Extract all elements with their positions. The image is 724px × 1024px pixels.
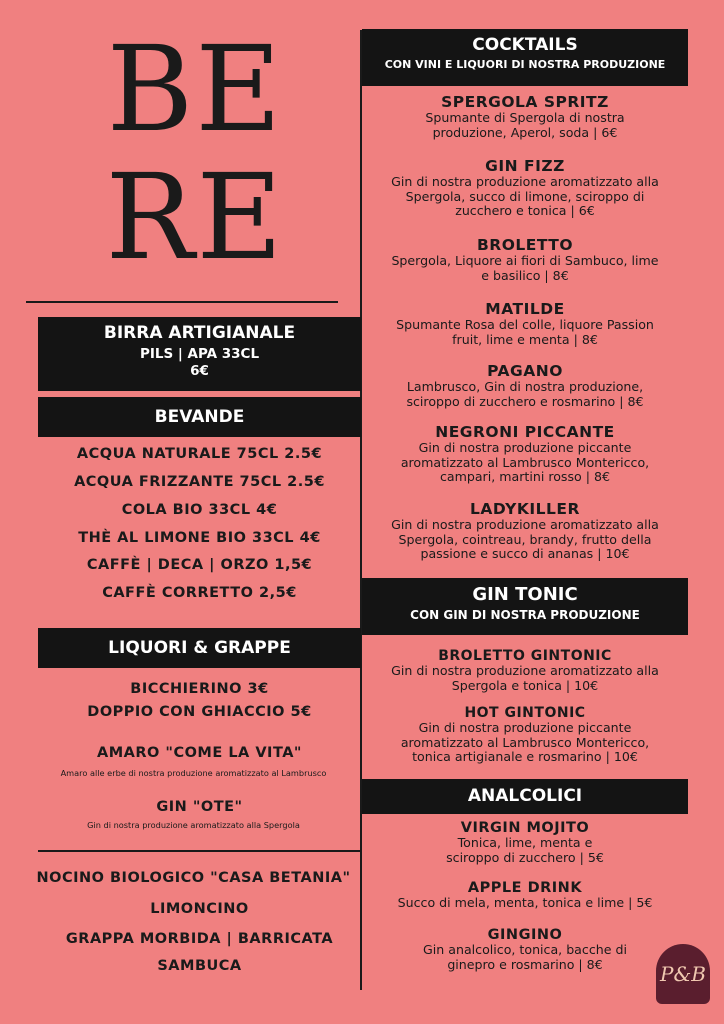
- gin-ote-item: GIN "OTE": [156, 799, 243, 815]
- item-name: LADYKILLER: [470, 500, 580, 518]
- analcolici-heading: ANALCOLICI: [362, 779, 688, 814]
- list-item: [362, 927, 688, 972]
- title-be: BE: [106, 20, 284, 158]
- grappa-item: GRAPPA MORBIDA | BARRICATA: [65, 931, 334, 947]
- birra-heading: BIRRA ARTIGIANALE: [103, 323, 296, 343]
- item-desc-line: Gin di nostra produzione piccante: [418, 720, 632, 735]
- list-item: [362, 820, 688, 865]
- gintonic-sub: CON GIN DI NOSTRA PRODUZIONE: [410, 608, 640, 622]
- list-item: [362, 93, 688, 140]
- list-item: [362, 648, 688, 693]
- birra-sub: PILS | APA 33CL: [139, 346, 260, 362]
- birra-section: [38, 317, 361, 391]
- item-name: BROLETTO: [476, 236, 574, 254]
- item-name: HOT GINTONIC: [464, 705, 586, 721]
- brand-logo: P&B: [656, 944, 710, 1004]
- item-desc-line: Spergola, succo di limone, sciroppo di: [405, 188, 645, 204]
- item-desc-line: Spumante Rosa del colle, liquore Passion: [396, 317, 654, 332]
- cocktails-sub: CON VINI E LIQUORI DI NOSTRA PRODUZIONE: [384, 58, 666, 71]
- item-name: VIRGIN MOJITO: [460, 820, 590, 836]
- amaro-item: AMARO "COME LA VITA": [97, 745, 302, 761]
- list-item: [362, 705, 688, 765]
- gintonic-heading: GIN TONIC: [472, 584, 578, 605]
- item-name: GIN FIZZ: [485, 157, 565, 175]
- item-desc-line: Spumante di Spergola di nostra: [425, 110, 625, 125]
- list-item: COLA BIO 33CL 4€: [121, 502, 278, 518]
- item-desc-line: Gin di nostra produzione aromatizzato alla: [391, 174, 659, 189]
- item-name: GINGINO: [487, 927, 563, 943]
- cocktails-heading: COCKTAILS: [472, 35, 578, 55]
- bicchierino-item: BICCHIERINO 3€: [130, 681, 269, 697]
- item-desc-line: Gin di nostra produzione piccante: [418, 440, 632, 455]
- list-item: ACQUA FRIZZANTE 75CL 2.5€: [74, 474, 325, 490]
- item-desc-line: e basilico | 8€: [481, 267, 569, 283]
- item-desc-line: tonica artigianale e rosmarino | 10€: [412, 749, 638, 764]
- nocino-item: NOCINO BIOLOGICO "CASA BETANIA": [36, 870, 351, 886]
- item-desc-line: zucchero e tonica | 6€: [455, 203, 595, 218]
- item-name: NEGRONI PICCANTE: [435, 423, 615, 441]
- sambuca-item: SAMBUCA: [157, 958, 242, 974]
- limoncino-item: LIMONCINO: [150, 901, 249, 917]
- list-item: ACQUA NATURALE 75CL 2.5€: [76, 446, 323, 462]
- gintonic-heading-bar: [362, 578, 688, 635]
- item-desc-line: Tonica, lime, menta e: [457, 835, 593, 850]
- list-item: [362, 362, 688, 409]
- item-desc-line: passione e succo di ananas | 10€: [420, 546, 630, 561]
- item-name: PAGANO: [487, 362, 563, 380]
- item-desc-line: sciroppo di zucchero | 5€: [446, 849, 604, 865]
- item-desc-line: ginepro e rosmarino | 8€: [447, 956, 603, 972]
- list-item: THÈ AL LIMONE BIO 33CL 4€: [78, 530, 321, 546]
- list-item: [362, 423, 688, 485]
- item-name: MATILDE: [485, 300, 565, 318]
- liquori-heading: LIQUORI & GRAPPE: [38, 628, 361, 668]
- item-name: SPERGOLA SPRITZ: [441, 93, 609, 111]
- item-desc-line: Gin di nostra produzione aromatizzato alla: [391, 517, 659, 532]
- list-item: [362, 236, 688, 283]
- item-desc-line: aromatizzato al Lambrusco Montericco,: [400, 734, 650, 750]
- item-desc-line: Succo di mela, menta, tonica e lime | 5€: [397, 895, 653, 910]
- item-desc-line: Gin analcolico, tonica, bacche di: [423, 942, 627, 957]
- list-item: CAFFÈ CORRETTO 2,5€: [102, 585, 297, 601]
- item-desc-line: Lambrusco, Gin di nostra produzione,: [406, 379, 644, 394]
- item-desc-line: fruit, lime e menta | 8€: [452, 331, 598, 347]
- list-item: [362, 500, 688, 562]
- item-desc-line: Spergola e tonica | 10€: [451, 677, 599, 693]
- item-desc-line: Spergola, Liquore ai fiori di Sambuco, lime: [391, 253, 659, 268]
- item-desc-line: aromatizzato al Lambrusco Montericco,: [400, 454, 650, 470]
- amaro-desc: Amaro alle erbe di nostra produzione aromatizzato al Lambrusco: [60, 768, 327, 778]
- item-desc-line: campari, martini rosso | 8€: [439, 469, 611, 484]
- bevande-heading: BEVANDE: [38, 397, 361, 437]
- title-re: RE: [105, 148, 285, 286]
- list-item: [362, 157, 688, 219]
- item-name: BROLETTO GINTONIC: [438, 648, 612, 664]
- item-desc-line: produzione, Aperol, soda | 6€: [432, 124, 618, 140]
- liquori-divider: [38, 850, 361, 852]
- gin-ote-desc: Gin di nostra produzione aromatizzato alla Spergola: [87, 820, 300, 830]
- doppio-item: DOPPIO CON GHIACCIO 5€: [87, 704, 312, 720]
- item-desc-line: Spergola, cointreau, brandy, frutto della: [398, 531, 652, 547]
- list-item: CAFFÈ | DECA | ORZO 1,5€: [86, 557, 313, 573]
- cocktails-heading-bar: [362, 29, 688, 86]
- title-divider: [26, 301, 338, 303]
- list-item: [362, 300, 688, 347]
- item-desc-line: sciroppo di zucchero e rosmarino | 8€: [406, 393, 644, 409]
- birra-price: 6€: [190, 363, 209, 379]
- item-name: APPLE DRINK: [467, 880, 583, 896]
- list-item: [362, 880, 688, 911]
- item-desc-line: Gin di nostra produzione aromatizzato alla: [391, 663, 659, 678]
